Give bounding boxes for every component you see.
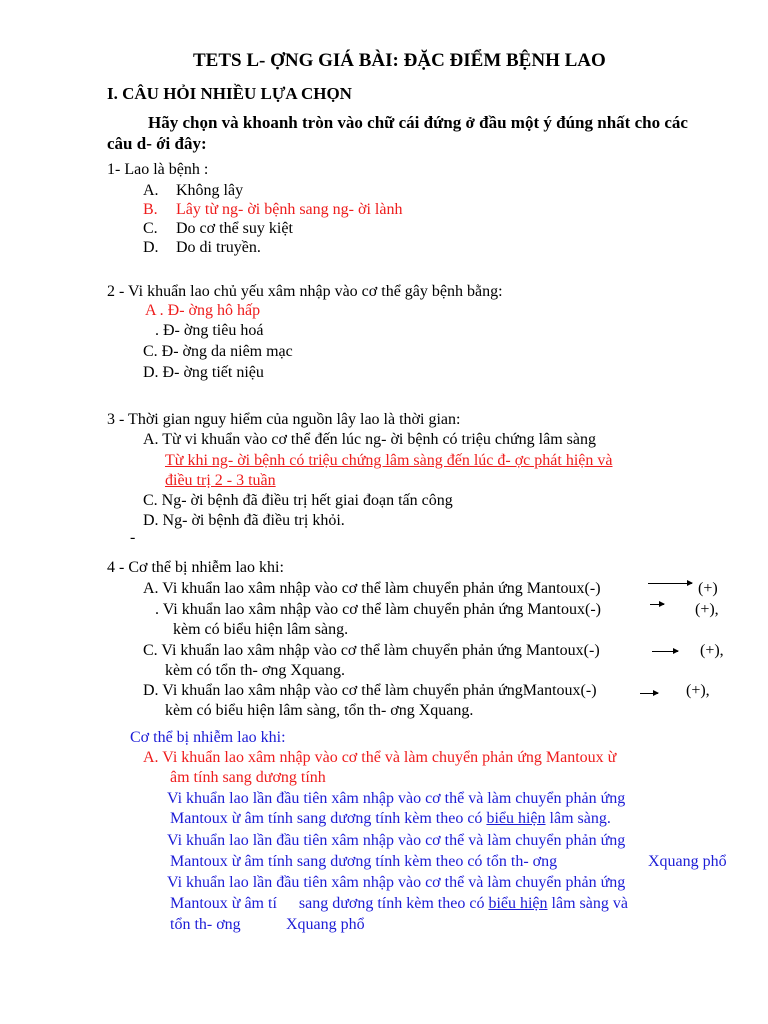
answer-c-line-1: Vi khuẩn lao lần đầu tiên xâm nhập vào cơ thể và làm chuyển phản ứng [167,832,626,849]
q2-option-d: D. Đ- ờng tiết niệu [143,364,264,381]
q2-option-c: C. Đ- ờng da niêm mạc [143,343,293,360]
answer-stem: Cơ thể bị nhiễm lao khi: [130,729,286,746]
q4-option-c: C. Vi khuẩn lao xâm nhập vào cơ thể làm chuyển phản ứng Mantoux(-) [143,642,600,659]
option-text: Không lây [176,182,244,199]
answer-c-line-2: Mantoux ừ âm tính sang dương tính kèm theo có tổn th- ơng [170,853,558,870]
q4-option-b: . Vi khuẩn lao xâm nhập vào cơ thể làm chuyển phản ứng Mantoux(-) [155,601,601,618]
q1-stem: 1- Lao là bệnh : [107,161,209,178]
q4-option-a-plus: (+) [698,580,718,597]
q4-option-c-line-2: kèm có tổn th- ơng Xquang. [165,662,345,679]
q3-option-b-line-1: Từ khi ng- ời bệnh có triệu chứng lâm sàng đến lúc đ- ợc phát hiện và [165,452,613,469]
answer-a-line-2: âm tính sang dương tính [170,769,326,786]
arrow-icon [648,583,692,584]
instruction-line-2: câu d- ới đây: [107,134,207,153]
answer-d-text: Mantoux ừ âm tí [170,895,277,912]
q3-dash: - [130,529,136,546]
answer-d-line-2 [170,894,628,914]
q4-option-b-plus: (+), [695,601,719,618]
answer-d-text-end: lâm sàng và [551,895,628,912]
answer-b-text-end: lâm sàng. [549,810,611,827]
section-heading: I. CÂU HỎI NHIỀU LỰA CHỌN [107,84,352,103]
q4-option-d-line-2: kèm có biểu hiện lâm sàng, tổn th- ơng Xquang. [165,702,474,719]
answer-a-line-1: A. Vi khuẩn lao xâm nhập vào cơ thể và làm chuyển phản ứng Mantoux ừ [143,749,617,766]
q4-option-b-line-2: kèm có biểu hiện lâm sàng. [173,621,349,638]
arrow-icon [640,693,658,694]
answer-d-line-3-end: Xquang phổ [286,916,365,933]
option-letter: A. [143,182,159,199]
q3-option-c: C. Ng- ời bệnh đã điều trị hết giai đoạn tấn công [143,492,453,509]
q4-option-a: A. Vi khuẩn lao xâm nhập vào cơ thể làm chuyển phản ứng Mantoux(-) [143,580,601,597]
q3-option-a: A. Từ vi khuẩn vào cơ thể đến lúc ng- ời bệnh có triệu chứng lâm sàng [143,431,596,448]
option-letter: C. [143,220,158,237]
answer-b-text: Mantoux ừ âm tính sang dương tính kèm theo có [170,810,483,827]
q4-stem: 4 - Cơ thể bị nhiễm lao khi: [107,559,284,576]
arrow-icon [652,651,678,652]
q4-option-c-plus: (+), [700,642,724,659]
answer-b-underlined: biểu hiện [486,810,546,827]
q4-option-d: D. Vi khuẩn lao xâm nhập vào cơ thể làm chuyển phản ứngMantoux(-) [143,682,597,699]
option-text: Do cơ thể suy kiệt [176,220,293,237]
answer-d-underlined: biểu hiện [488,895,548,912]
answer-c-line-2-end: Xquang phổ [648,853,727,870]
answer-d-line-1: Vi khuẩn lao lần đầu tiên xâm nhập vào cơ thể và làm chuyển phản ứng [167,874,626,891]
q2-option-a: A . Đ- ờng hô hấp [145,302,261,319]
instruction-line-1: Hãy chọn và khoanh tròn vào chữ cái đứng ở đầu một ý đúng nhất cho các [148,113,688,132]
q3-stem: 3 - Thời gian nguy hiểm của nguồn lây lao là thời gian: [107,411,461,428]
q2-stem: 2 - Vi khuẩn lao chủ yếu xâm nhập vào cơ thể gây bệnh bằng: [107,283,503,300]
option-text: Do di truyền. [176,239,261,256]
q2-option-b: . Đ- ờng tiêu hoá [155,322,264,339]
answer-d-text-mid: sang dương tính kèm theo có [298,895,485,912]
option-letter: B. [143,201,158,218]
answer-d-line-3: tổn th- ơng [170,916,241,933]
page-title: TETS L- ỢNG GIÁ BÀI: ĐẶC ĐIỂM BỆNH LAO [193,50,606,71]
option-text: Lây từ ng- ời bệnh sang ng- ời lành [176,201,403,218]
option-letter: D. [143,239,159,256]
answer-b-line-1: Vi khuẩn lao lần đầu tiên xâm nhập vào cơ thể và làm chuyển phản ứng [167,790,626,807]
q3-option-d: D. Ng- ời bệnh đã điều trị khỏi. [143,512,345,529]
q4-option-d-plus: (+), [686,682,710,699]
answer-b-line-2 [170,809,611,829]
arrow-icon [650,604,664,605]
q3-option-b-line-2: điều trị 2 - 3 tuần [165,472,276,489]
